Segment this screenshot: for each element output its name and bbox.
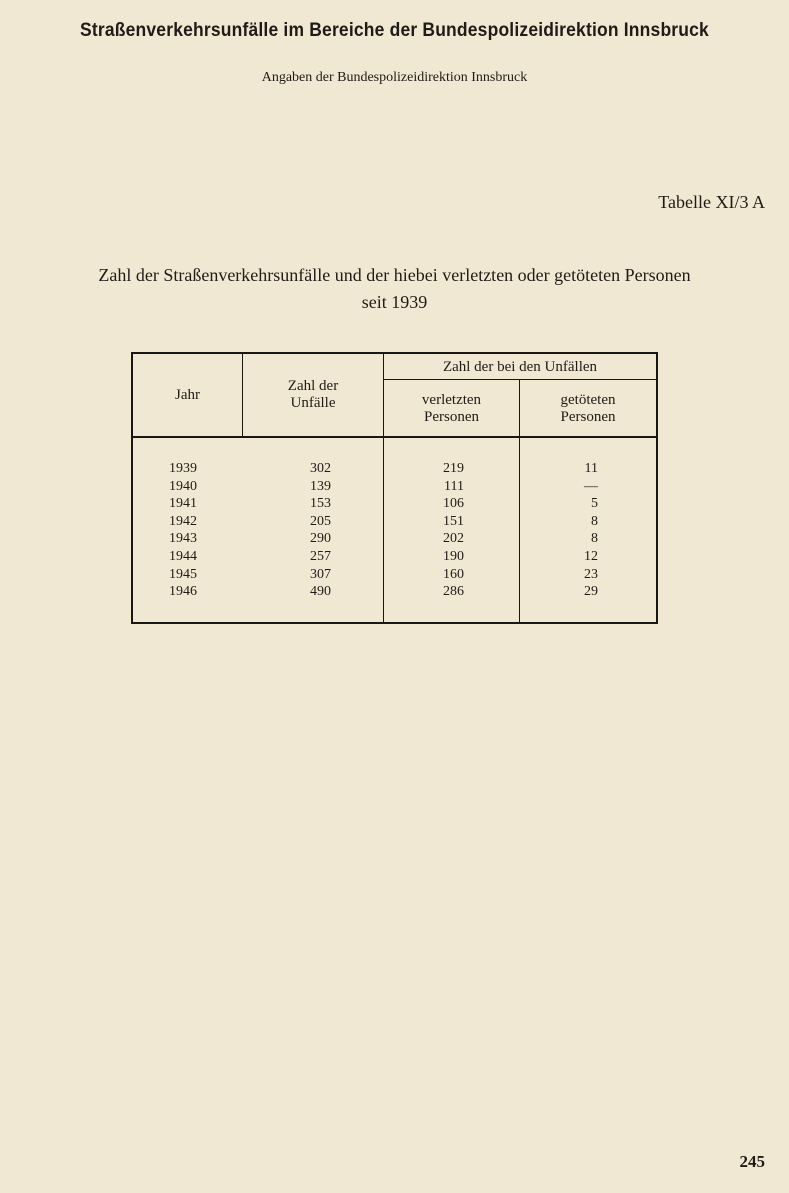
header-jahr: Jahr bbox=[175, 387, 200, 403]
cell-verletzt: 219 bbox=[443, 461, 464, 476]
cell-jahr: 1941 bbox=[169, 496, 197, 512]
header-verletzt bbox=[384, 392, 519, 426]
page-number: 245 bbox=[739, 1152, 765, 1171]
header-unfaelle-line-1: Zahl der bbox=[287, 378, 339, 394]
cell-unfaelle: 490 bbox=[310, 584, 331, 600]
cell-verletzt: 160 bbox=[443, 566, 464, 582]
column-unfaelle bbox=[291, 460, 331, 601]
header-verletzt-line-1: verletzten bbox=[421, 392, 482, 408]
cell-jahr: 1943 bbox=[169, 531, 197, 547]
cell-getoetet: 29 bbox=[584, 584, 598, 600]
table-title-line-2: seit 1939 bbox=[361, 292, 428, 312]
cell-unfaelle: 205 bbox=[310, 513, 331, 529]
cell-unfaelle: 153 bbox=[310, 496, 331, 512]
cell-getoetet: 12 bbox=[584, 548, 598, 564]
cell-jahr: 1946 bbox=[169, 584, 197, 600]
cell-jahr: 1944 bbox=[169, 548, 197, 564]
cell-unfaelle: 302 bbox=[310, 461, 331, 476]
cell-getoetet: 23 bbox=[584, 566, 598, 582]
column-verletzt bbox=[424, 460, 464, 601]
cell-getoetet: 11 bbox=[584, 461, 598, 476]
cell-jahr: 1942 bbox=[169, 513, 197, 529]
cell-jahr: 1945 bbox=[169, 566, 197, 582]
header-group: Zahl der bei den Unfällen bbox=[442, 359, 598, 375]
header-verletzt-line-2: Personen bbox=[424, 409, 479, 425]
cell-jahr: 1940 bbox=[169, 478, 197, 494]
header-bottom-rule bbox=[133, 436, 656, 438]
table-title-line-1: Zahl der Straßenverkehrsunfälle und der hiebei verletzten oder getöteten Personen bbox=[98, 265, 691, 285]
column-jahr bbox=[169, 460, 209, 601]
cell-jahr: 1939 bbox=[169, 461, 197, 476]
cell-getoetet: 8 bbox=[591, 531, 598, 547]
cell-verletzt: 106 bbox=[443, 496, 464, 512]
cell-unfaelle: 139 bbox=[310, 478, 331, 494]
page-heading: Straßenverkehrsunfälle im Bereiche der Bundespolizeidirektion Innsbruck bbox=[80, 20, 709, 41]
header-unfaelle bbox=[243, 378, 383, 412]
table-title bbox=[14, 262, 775, 316]
cell-getoetet: 5 bbox=[591, 496, 598, 512]
header-getoetet-line-1: getöteten bbox=[560, 392, 616, 408]
statistics-table bbox=[131, 352, 658, 624]
cell-getoetet: 8 bbox=[591, 513, 598, 529]
cell-verletzt: 151 bbox=[443, 513, 464, 529]
cell-verletzt: 111 bbox=[444, 478, 464, 494]
header-unfaelle-line-2: Unfälle bbox=[290, 395, 336, 411]
cell-verletzt: 202 bbox=[443, 531, 464, 547]
cell-verletzt: 190 bbox=[443, 548, 464, 564]
cell-unfaelle: 290 bbox=[310, 531, 331, 547]
cell-unfaelle: 307 bbox=[310, 566, 331, 582]
cell-getoetet: — bbox=[584, 478, 598, 494]
source-note: Angaben der Bundespolizeidirektion Innsbruck bbox=[261, 70, 528, 85]
cell-verletzt: 286 bbox=[443, 584, 464, 600]
cell-unfaelle: 257 bbox=[310, 548, 331, 564]
group-header-rule bbox=[383, 379, 656, 380]
header-getoetet bbox=[520, 392, 656, 426]
table-number: Tabelle XI/3 A bbox=[658, 192, 765, 212]
column-getoetet bbox=[558, 460, 598, 601]
header-getoetet-line-2: Personen bbox=[560, 409, 616, 425]
